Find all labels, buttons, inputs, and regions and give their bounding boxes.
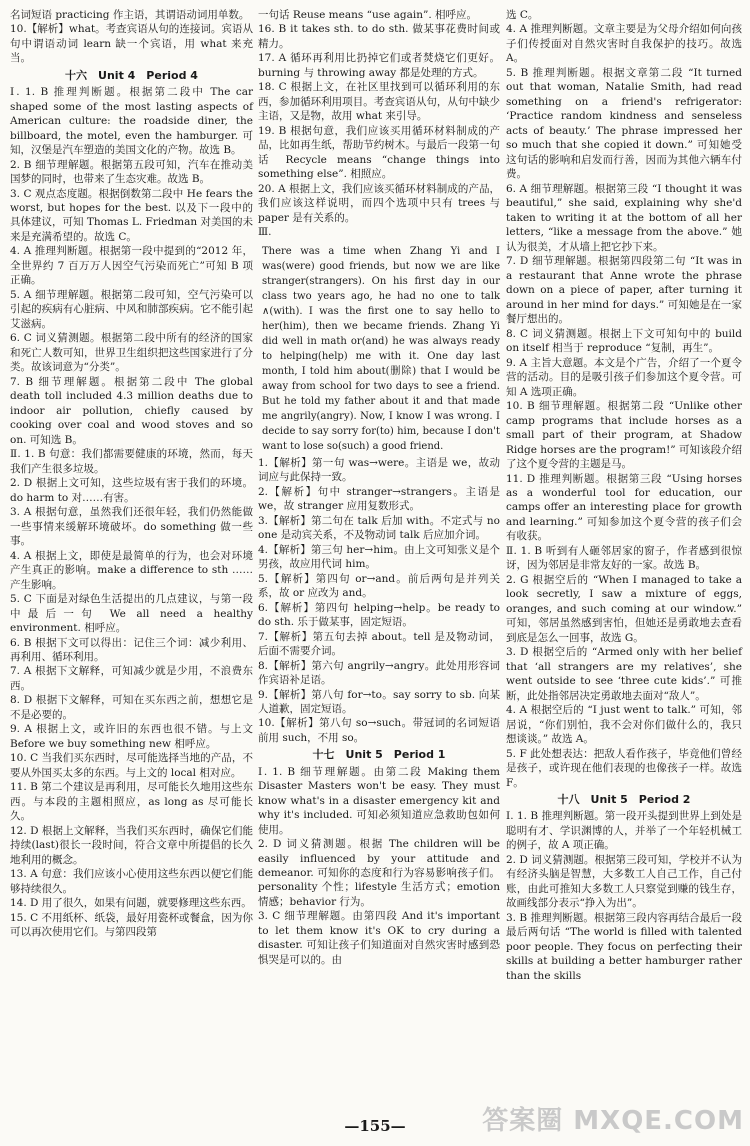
answer-item: 7. B 细节理解题。根据第二段中 The global death toll included 4.3 million deaths due to indoor air pollution, chiefly caused by cooking over coal and wood stoves and so on. 可知选 B。 xyxy=(10,375,253,446)
answer-item: 7.【解析】第五句去掉 about。tell 是及物动词，后面不需要介词。 xyxy=(258,630,500,658)
answer-item: 2. D 根据上文可知，这些垃圾有害于我们的环境。do harm to 对……有害。 xyxy=(10,477,253,504)
answer-item: 5. A 细节理解题。根据第二段可知，空气污染可以引起的疾病有心脏病、中风和肺部疾病。它不能引起艾滋病。 xyxy=(10,288,253,330)
answer-item: 19. B 根据句意，我们应该买用循环材料制成的产品，比如再生纸，帮助节约树木。与最后一段第一句话 Recycle means “change things into something else”. 相照应。 xyxy=(258,124,500,181)
answer-item: 6.【解析】第四句 helping→help。be ready to do sth. 乐于做某事，固定短语。 xyxy=(258,601,500,629)
answer-item: 6. C 词义猜测题。根据第二段中所有的经济的国家和死亡人数可知，世界卫生组织把这些国家进行了分类。故该词意为“分类”。 xyxy=(10,332,253,374)
answer-item: 5. B 推理判断题。根据文章第二段 “It turned out that woman, Natalie Smith, had read something on a friend's refrigerator: ‘Practice random kindness and senseless acts of beauty.’ The phrase impressed her so much that she copied it down.” 可知她受这句话的影响和启发而行善，因而为其他六辆车付费。 xyxy=(506,66,742,181)
answer-item: 3. C 细节理解题。由第四段 And it's important to let them know it's OK to cry during a disaster. 可知让孩子们知道面对自然灾害时感到恐惧哭是可以的。由 xyxy=(258,910,500,966)
answer-item: 3. C 观点态度题。根据倒数第二段中 He fears the worst, but hopes for the best. 以及下一段中的具体建议，可知 Thomas L. Friedman 对美国的未来是充满希望的。故选 C。 xyxy=(10,187,253,243)
answer-item: 20. A 根据上文，我们应该买循环材料制成的产品，我们应该这样说明，而四个选项中只有 trees 与 paper 是有关系的。 xyxy=(258,182,500,224)
answer-item: Ⅱ. 1. B 句意：我们都需要健康的环境，然而，每天我们产生很多垃圾。 xyxy=(10,448,253,475)
section-heading: 十八 Unit 5 Period 2 xyxy=(557,793,691,807)
answer-item: 4. A 推理判断题。根据第一段中提到的“2012 年，全世界约 7 百万万人因空气污染而死亡”可知 B 项正确。 xyxy=(10,245,253,287)
answer-item: 8. D 根据下文解释，可知在买东西之前，想想它是不是必要的。 xyxy=(10,694,253,721)
answer-item: 9. A 主旨大意题。本文是个广告，介绍了一个夏令营的活动。目的是吸引孩子们参加这个夏令营。可知 A 选项正确。 xyxy=(506,356,742,398)
answer-item: 10. B 细节理解题。根据第二段 “Unlike other camp programs that include horses as a small part of their program, at Shadow Ridge horses are the program!” 可知该段介绍了这个夏令营的主题是马。 xyxy=(506,400,742,471)
answer-item: 5. C 下面是对绿色生活提出的几点建议，与第一段中最后一句 We all need a healthy environment. 相呼应。 xyxy=(10,593,253,635)
watermark-logo: 答案圈 MXQE.COM xyxy=(482,1106,744,1137)
answer-item: 9. A 根据上文，或许旧的东西也很不错。与上文 Before we buy something new 相呼应。 xyxy=(10,723,253,750)
answer-item: Ⅰ. 1. B 推理判断题。第一段开头提到世界上到处是聪明有才、学识渊博的人，并举了一个年轻机械工的例子，故 A 项正确。 xyxy=(506,810,742,852)
answer-item: 名词短语 practicing 作主语，其谓语动词用单数。 xyxy=(10,9,250,21)
proofreading-passage: There was a time when Zhang Yi and I was(were) good friends, but now we are like stranger(strangers). On his first day in our class two years ago, he had no one to talk ∧(with). I was the first one to say hello to her(him), then we became friends. Zhang Yi did well in math or(and) he was always ready to helping(help) me with it. One day last month, I told him about(删除) that I would be away from school for two days to see a friend. But he told my father about it and that made me angrily(angry). Now, I know I was wrong. I decide to say sorry for(to) him, because I don't want to lose so(such) a good friend. xyxy=(262,245,500,452)
answer-item: 5.【解析】第四句 or→and。前后两句是并列关系，故 or 应改为 and。 xyxy=(258,572,500,600)
answer-item: 一句话 Reuse means “use again”. 相呼应。 xyxy=(258,9,478,21)
answer-item: 4. A 根据上文，即使是最简单的行为，也会对环境产生真正的影响。make a difference to sth ……产生影响。 xyxy=(10,549,253,591)
answer-item: 3. A 根据句意，虽然我们还很年轻，我们仍然能做一些事情来缓解环境破坏。do something 做一些事。 xyxy=(10,506,253,548)
answer-item: 4. A 推理判断题。文章主要是为父母介绍如何向孩子们传授面对自然灾害时自我保护的技巧。故选 A。 xyxy=(506,23,742,65)
answer-item: Ⅲ. xyxy=(258,226,272,239)
answer-item: Ⅰ. 1. B 推理判断题。根据第二段中 The car shaped some of the most lasting aspects of American culture: the roadside diner, the billboard, the motel, even the hamburger. 可知，汉堡是汽车塑造的美国文化的产物。故选 B。 xyxy=(10,86,253,157)
answer-item: 4.【解析】第三句 her→him。由上文可知张义是个男孩，故应用代词 him。 xyxy=(258,543,500,571)
answer-item: 2. D 词义猜测题。根据第三段可知，学校并不认为有经济头脑是智慧，大多数工人自己工作，自己付账，由此可推知大多数工人只察觉到赚的钱生存，故画线部分表示“挣入为出”。 xyxy=(506,853,742,910)
answer-item: 8. C 词义猜测题。根据上下文可知句中的 build on itself 相当于 reproduce “复制，再生”。 xyxy=(506,327,742,355)
answer-item: 12. D 根据上文解释，当我们买东西时，确保它们能持续(last)很长一段时间，符合文章中所提倡的长久地利用的概念。 xyxy=(10,824,253,866)
answer-item: 7. D 细节理解题。根据第四段第二句 “It was in a restaurant that Anne wrote the phrase down on a piece of paper, after turning it around in her mind for days.” 可知她是在一家餐厅想出的。 xyxy=(506,255,742,326)
section-heading: 十六 Unit 4 Period 4 xyxy=(65,68,198,82)
answer-item: 14. D 用了很久，如果有问题，就要修理这些东西。 xyxy=(10,897,252,910)
answer-item: 5. F 此处想表达：把敌人看作孩子，毕竟他们曾经是孩子，或许现在他们表现的也像孩子一样。故选 F。 xyxy=(506,747,742,789)
answer-item: 4. A 根据空后的 “I just went to talk.” 可知，邻居说，“你们别怕，我不会对你们做什么的，我只想谈谈。” 故选 A。 xyxy=(506,704,742,746)
answer-item: 10.【解析】第八句 so→such。带冠词的名词短语前用 such，不用 so。 xyxy=(258,717,500,744)
answer-item: 2.【解析】句中 stranger→strangers。主语是 we，故 stranger 应用复数形式。 xyxy=(258,485,500,513)
answer-item: 3.【解析】第二句在 talk 后加 with。不定式与 no one 是动宾关系，不及物动词 talk 后应加介词。 xyxy=(258,514,500,542)
answer-item: 3. D 根据空后的 “Armed only with her belief that ‘all strangers are my relatives’, she went outside to see ‘three cute kids’.” 可推断，此处指邻居决定勇敢地去面对“敌人”。 xyxy=(506,646,742,702)
answer-item: 15. C 不用纸杯、纸袋，最好用瓷杯或餐盒，因为你可以再次使用它们。与第四段第 xyxy=(10,911,253,939)
answer-item: 6. A 细节理解题。根据第三段 “I thought it was beautiful,” she said, explaining why she'd taken to writing it at the bottom of all her letters, “like a message from the above.” 她认为很美，才从墙上把它抄下来。 xyxy=(506,182,742,253)
answer-item: 1.【解析】第一句 was→were。主语是 we，故动词应与此保持一致。 xyxy=(258,456,500,484)
answer-item: 11. D 推理判断题。根据第三段 “Using horses as a wonderful tool for education, our camps offer an interesting place for growth and learning.” 可知参加这个夏令营的孩子们会有收获。 xyxy=(506,472,742,543)
answer-item: 3. B 推理判断题。根据第三段内容再结合最后一段最后两句话 “The world is filled with talented poor people. They focus on perfecting their skills at building a better hamburger rather than the skills xyxy=(506,911,742,982)
page-number: —155— xyxy=(344,1117,406,1135)
answer-item: 6. B 根据下文可以得出：记住三个词：减少利用、再利用、循环利用。 xyxy=(10,636,253,663)
answer-item: 8.【解析】第六句 angrily→angry。此处用形容词作宾语补足语。 xyxy=(258,659,500,687)
section-heading: 十七 Unit 5 Period 1 xyxy=(312,748,446,762)
column-right xyxy=(506,8,742,983)
answer-item: 2. G 根据空后的 “When I managed to take a look secretly, I saw a mixture of eggs, oranges, and such coming at our window.” 可知，邻居虽然感到害怕，但她还是勇敢地去查看到底是怎么一回事，故选 G。 xyxy=(506,573,742,644)
answer-item: 2. B 细节理解题。根据第五段可知，汽车在推动美国梦的同时，也带来了生态灾难。故选 B。 xyxy=(10,158,253,186)
column-left xyxy=(10,8,253,940)
answer-item: 9.【解析】第八句 for→to。say sorry to sb. 向某人道歉，固定短语。 xyxy=(258,688,500,715)
answer-item: 11. B 第二个建议是再利用，尽可能长久地用这些东西。与本段的主题相照应，as long as 尽可能长久。 xyxy=(10,781,253,823)
answer-item: 16. B it takes sth. to do sth. 做某事花费时间或精力。 xyxy=(258,23,500,50)
answer-item: Ⅱ. 1. B 听到有人砸邻居家的窗子，作者感到很惊讶，因为邻居是非常友好的一家。故选 B。 xyxy=(506,544,742,572)
answer-item: 18. C 根据上文，在社区里找到可以循环利用的东西，参加循环利用项目。考查宾语从句，从句中缺少主语，又是物，故用 what 来引导。 xyxy=(258,81,500,123)
answer-item: 2. D 词义猜测题。根据 The children will be easily influenced by your attitude and demeanor. 可知你的态度和行为容易影响孩子们。personality 个性；lifestyle 生活方式；emotion 情感；behavior 行为。 xyxy=(258,838,500,908)
answer-item: Ⅰ. 1. B 细节理解题。由第二段 Making them Disaster Masters won't be easy. They must know what's in a disaster emergency kit and why it's included. 可知必须知道应急救助包如何使用。 xyxy=(258,765,500,836)
column-middle xyxy=(258,8,500,967)
answer-item: 17. A 循环再利用比扔掉它们或者焚烧它们更好。burning 与 throwing away 都是处理的方式。 xyxy=(258,52,500,79)
answer-item: 13. A 句意：我们应该小心使用这些东西以便它们能够持续很久。 xyxy=(10,868,253,895)
answer-item: 选 C。 xyxy=(506,9,539,21)
answer-item: 10. C 当我们买东西时，尽可能选择当地的产品，不要从外国买太多的东西。与上文的 local 相对应。 xyxy=(10,752,253,779)
answer-item: 7. A 根据下文解释，可知减少就是少用，不浪费东西。 xyxy=(10,665,253,692)
answer-item: 10.【解析】what。考查宾语从句的连接词。宾语从句中谓语动词 learn 缺一个宾语，用 what 来充当。 xyxy=(10,23,253,65)
